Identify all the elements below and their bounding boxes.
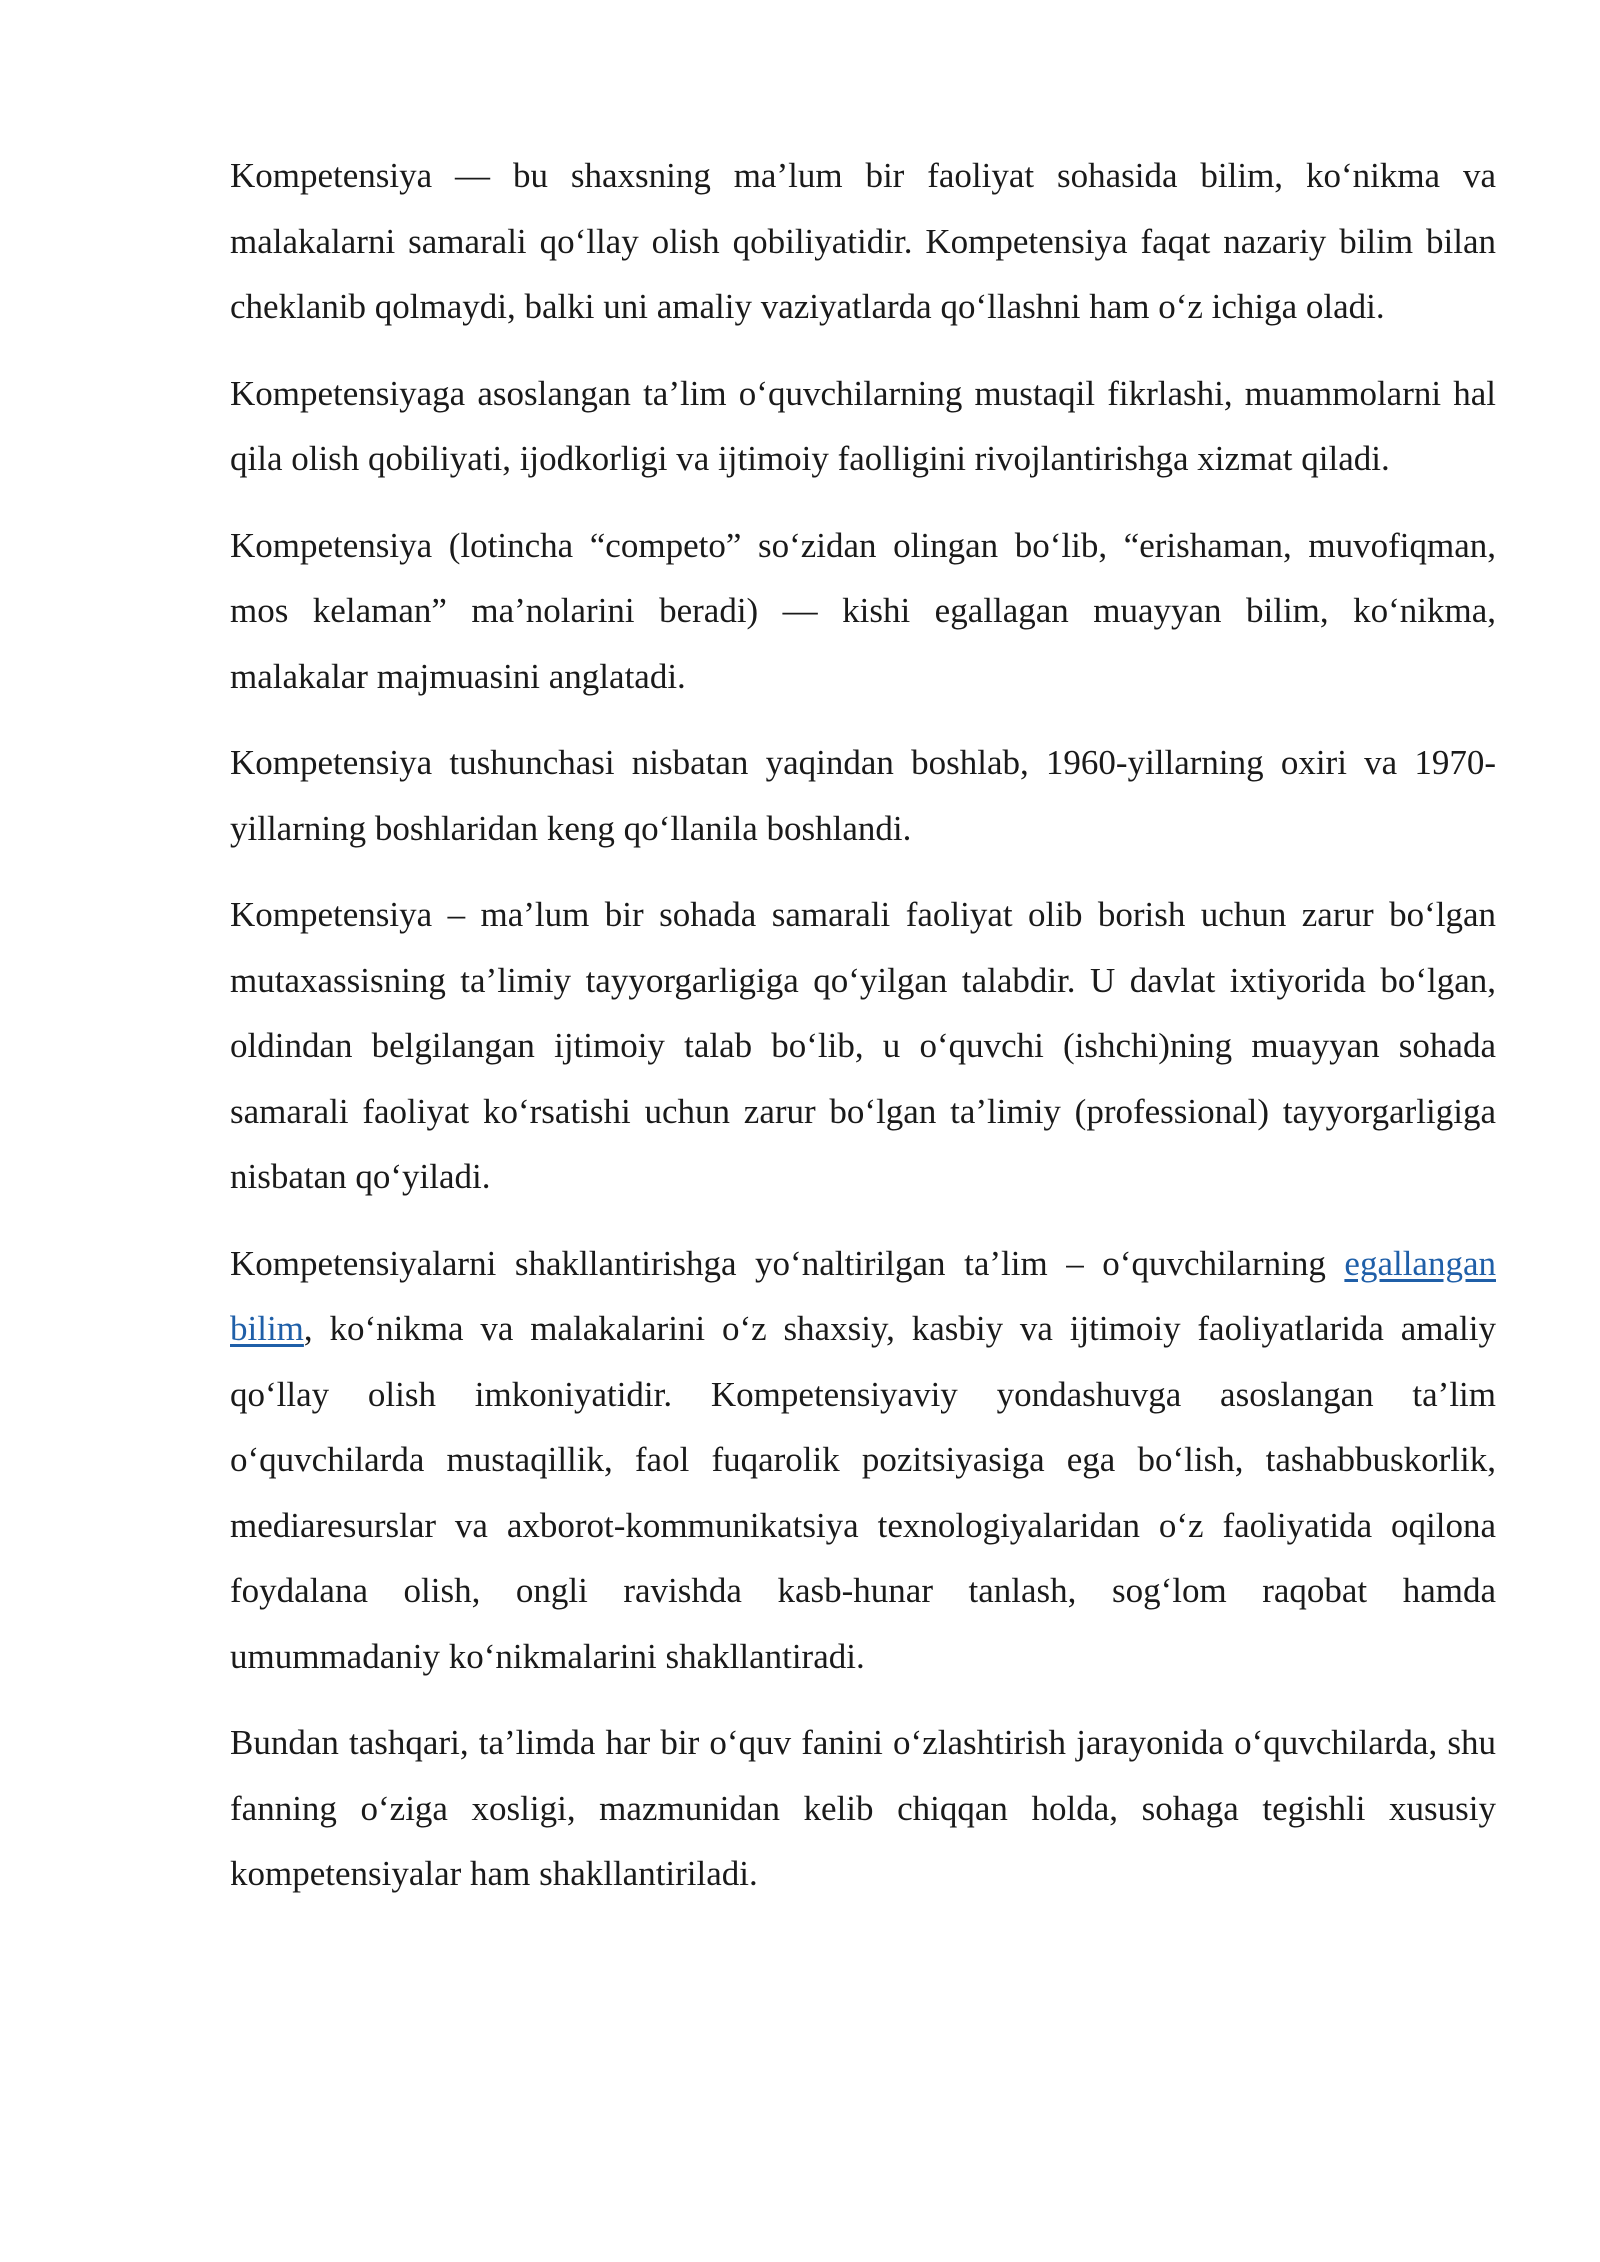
link-egallangan-bilim[interactable]: egallangan bilim	[230, 1243, 1496, 1348]
paragraph-competency-based-education: Kompetensiyaga asoslangan ta’lim o‘quvchilarning mustaqil fikrlashi, muammolarni hal qila olish qobiliyati, ijodkorligi va ijtimoiy faolligini rivojlantirishga xizmat qiladi.	[230, 373, 1496, 478]
paragraph-competency-oriented-education	[230, 1231, 1496, 1690]
paragraph-subject-competencies: Bundan tashqari, ta’limda har bir o‘quv fanini o‘zlashtirish jarayonida o‘quvchilarda, shu fanning o‘ziga xosligi, mazmunidan kelib chiqqan holda, sohaga tegishli xususiy kompetensiyalar ham shakllantiriladi.	[230, 1723, 1496, 1893]
paragraph-text-before-link: Kompetensiyalarni shakllantirishga yo‘naltirilgan ta’lim – o‘quvchilarning	[230, 1243, 1345, 1283]
paragraph-etymology: Kompetensiya (lotincha “competo” so‘zidan olingan bo‘lib, “erishaman, muvofiqman, mos kelaman” ma’nolarini beradi) — kishi egallagan muayyan bilim, ko‘nikma, malakalar majmuasini anglatadi.	[230, 525, 1496, 696]
paragraph-history: Kompetensiya tushunchasi nisbatan yaqindan boshlab, 1960-yillarning oxiri va 1970-yillarning boshlaridan keng qo‘llanila boshlandi.	[230, 743, 1496, 848]
paragraph-text-after-link: , ko‘nikma va malakalarini o‘z shaxsiy, kasbiy va ijtimoiy faoliyatlarida amaliy qo‘llay olish imkoniyatidir. Kompetensiyaviy yondashuvga asoslangan ta’lim o‘quvchilarda mustaqillik, faol fuqarolik pozitsiyasiga ega bo‘lish, tashabbuskorlik, mediaresurslar va axborot-kommunikatsiya texnologiyalaridan o‘z faoliyatida oqilona foydalana olish, ongli ravishda kasb-hunar tanlash, sog‘lom raqobat hamda umummadaniy ko‘nikmalarini shakllantiradi.	[230, 1309, 1496, 1676]
paragraph-definition: Kompetensiya — bu shaxsning ma’lum bir faoliyat sohasida bilim, ko‘nikma va malakalarni samarali qo‘llay olish qobiliyatidir. Kompetensiya faqat nazariy bilim bilan cheklanib qolmaydi, balki uni amaliy vaziyatlarda qo‘llashni ham o‘z ichiga oladi.	[230, 156, 1496, 326]
document-body	[230, 143, 1496, 1928]
paragraph-requirement: Kompetensiya – ma’lum bir sohada samarali faoliyat olib borish uchun zarur bo‘lgan mutaxassisning ta’limiy tayyorgarligiga qo‘yilgan talabdir. U davlat ixtiyorida bo‘lgan, oldindan belgilangan ijtimoiy talab bo‘lib, u o‘quvchi (ishchi)ning muayyan sohada samarali faoliyat ko‘rsatishi uchun zarur bo‘lgan ta’limiy (professional) tayyorgarligiga nisbatan qo‘yiladi.	[230, 895, 1496, 1196]
